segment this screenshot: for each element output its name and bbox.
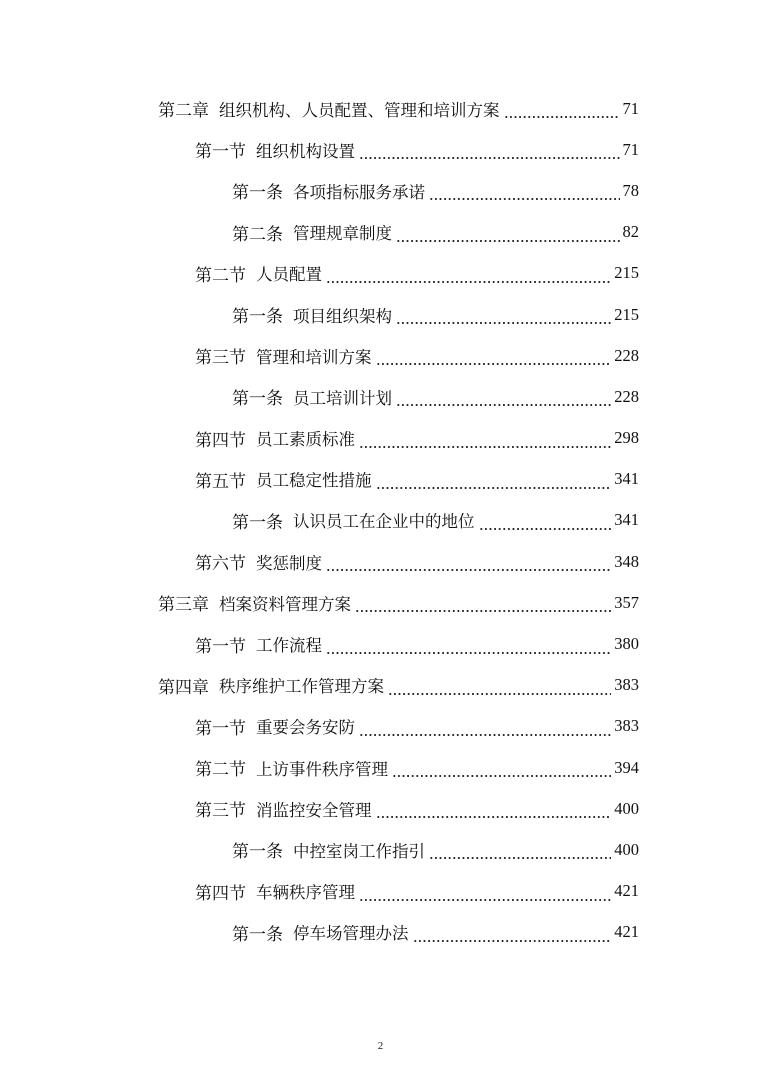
- dot-leader: [359, 889, 611, 902]
- toc-entry[interactable]: [0, 376, 761, 417]
- toc-entry-page: 215: [614, 263, 639, 283]
- toc-entry-page: 357: [614, 592, 639, 612]
- toc-entry-number: 第二节: [195, 760, 246, 781]
- dot-leader: [355, 600, 611, 613]
- toc-entry-page: 215: [614, 304, 639, 324]
- toc-entry-page: 380: [614, 634, 639, 654]
- toc-entry-page: 383: [614, 716, 639, 736]
- toc-entry-number: 第六节: [195, 554, 246, 575]
- toc-entry-number: 第一条: [232, 512, 283, 533]
- dot-leader: [504, 106, 620, 119]
- toc-entry-number: 第四节: [195, 883, 246, 904]
- toc-entry-page: 341: [614, 510, 639, 530]
- toc-entry-page: 78: [622, 180, 639, 200]
- toc-entry-title: 重要会务安防: [256, 718, 355, 738]
- toc-entry[interactable]: [0, 871, 761, 912]
- toc-entry-page: 348: [614, 551, 639, 571]
- toc-entry[interactable]: [0, 788, 761, 829]
- toc-entry-page: 421: [614, 922, 639, 942]
- toc-entry-number: 第一条: [232, 924, 283, 945]
- toc-entry-page: 298: [614, 428, 639, 448]
- dot-leader: [396, 312, 611, 325]
- toc-entry[interactable]: [0, 912, 761, 953]
- toc-entry-title: 停车场管理办法: [293, 924, 409, 944]
- toc-entry-page: 71: [622, 98, 639, 118]
- toc-entry[interactable]: [0, 129, 761, 170]
- toc-entry-number: 第五节: [195, 471, 246, 492]
- dot-leader: [359, 436, 611, 449]
- toc-entry-title: 管理规章制度: [293, 224, 392, 244]
- dot-leader: [479, 518, 612, 531]
- toc-entry-page: 421: [614, 881, 639, 901]
- dot-leader: [359, 147, 620, 160]
- dot-leader: [326, 642, 611, 655]
- toc-entry-page: 400: [614, 798, 639, 818]
- toc-entry[interactable]: [0, 706, 761, 747]
- dot-leader: [396, 394, 611, 407]
- toc-entry-title: 组织机构设置: [256, 141, 355, 161]
- toc-entry[interactable]: [0, 253, 761, 294]
- toc-entry-page: 82: [622, 222, 639, 242]
- toc-entry-title: 奖惩制度: [256, 553, 322, 573]
- toc-entry-number: 第一条: [232, 183, 283, 204]
- toc-entry[interactable]: [0, 747, 761, 788]
- toc-entry[interactable]: [0, 335, 761, 376]
- dot-leader: [326, 271, 611, 284]
- toc-entry-number: 第一节: [195, 718, 246, 739]
- toc-entry[interactable]: [0, 294, 761, 335]
- dot-leader: [413, 930, 612, 943]
- toc-entry[interactable]: [0, 459, 761, 500]
- dot-leader: [376, 477, 612, 490]
- toc-entry-title: 员工素质标准: [256, 430, 355, 450]
- toc-entry-title: 上访事件秩序管理: [256, 759, 388, 779]
- toc-entry[interactable]: [0, 170, 761, 211]
- toc-entry[interactable]: [0, 829, 761, 870]
- toc-entry-number: 第四章: [158, 677, 209, 698]
- toc-entry-number: 第一节: [195, 636, 246, 657]
- toc-entry-title: 秩序维护工作管理方案: [219, 677, 384, 697]
- toc-entry-title: 各项指标服务承诺: [293, 182, 425, 202]
- dot-leader: [376, 806, 612, 819]
- table-of-contents: [0, 88, 761, 953]
- dot-leader: [376, 353, 612, 366]
- page-number: 2: [377, 1040, 384, 1052]
- toc-entry-page: 383: [614, 675, 639, 695]
- toc-entry[interactable]: [0, 500, 761, 541]
- toc-entry[interactable]: [0, 212, 761, 253]
- toc-entry[interactable]: [0, 88, 761, 129]
- toc-entry-number: 第四节: [195, 430, 246, 451]
- dot-leader: [326, 559, 611, 572]
- toc-entry-title: 档案资料管理方案: [219, 594, 351, 614]
- toc-entry-page: 341: [614, 469, 639, 489]
- toc-entry-number: 第一节: [195, 142, 246, 163]
- toc-entry-page: 71: [622, 139, 639, 159]
- toc-entry[interactable]: [0, 665, 761, 706]
- toc-entry-title: 组织机构、人员配置、管理和培训方案: [219, 100, 500, 120]
- toc-entry-page: 228: [614, 345, 639, 365]
- toc-entry-page: 394: [614, 757, 639, 777]
- toc-entry-number: 第二节: [195, 265, 246, 286]
- dot-leader: [388, 683, 611, 696]
- dot-leader: [396, 230, 620, 243]
- toc-entry-title: 中控室岗工作指引: [293, 841, 425, 861]
- toc-entry-number: 第一条: [232, 389, 283, 410]
- toc-entry[interactable]: [0, 623, 761, 664]
- toc-entry-number: 第二章: [158, 101, 209, 122]
- toc-entry-page: 228: [614, 386, 639, 406]
- toc-entry-title: 消监控安全管理: [256, 800, 372, 820]
- toc-entry-title: 认识员工在企业中的地位: [293, 512, 475, 532]
- toc-entry-number: 第三节: [195, 801, 246, 822]
- toc-entry[interactable]: [0, 541, 761, 582]
- toc-entry-title: 车辆秩序管理: [256, 883, 355, 903]
- toc-entry-number: 第三章: [158, 595, 209, 616]
- dot-leader: [429, 188, 620, 201]
- toc-entry-title: 工作流程: [256, 636, 322, 656]
- toc-entry[interactable]: [0, 582, 761, 623]
- toc-entry-number: 第二条: [232, 224, 283, 245]
- toc-entry[interactable]: [0, 418, 761, 459]
- toc-entry-number: 第一条: [232, 307, 283, 328]
- toc-entry-number: 第三节: [195, 348, 246, 369]
- toc-entry-page: 400: [614, 839, 639, 859]
- toc-entry-title: 项目组织架构: [293, 306, 392, 326]
- toc-entry-number: 第一条: [232, 842, 283, 863]
- dot-leader: [429, 847, 611, 860]
- dot-leader: [392, 765, 611, 778]
- dot-leader: [359, 724, 611, 737]
- toc-entry-title: 员工培训计划: [293, 388, 392, 408]
- toc-entry-title: 管理和培训方案: [256, 347, 372, 367]
- toc-entry-title: 员工稳定性措施: [256, 471, 372, 491]
- toc-entry-title: 人员配置: [256, 265, 322, 285]
